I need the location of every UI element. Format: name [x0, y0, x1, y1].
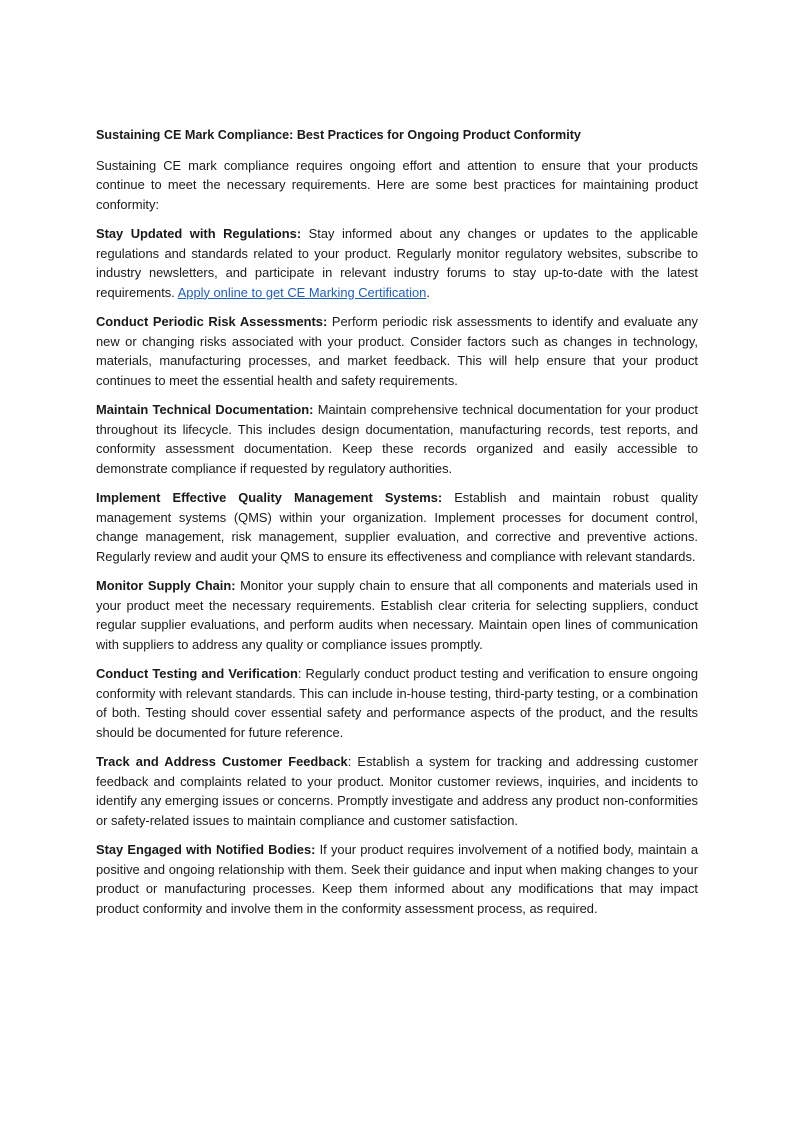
section-quality-management: [96, 488, 698, 566]
section-body: Establish and maintain robust quality management systems (QMS) within your organization. Implement processes for document control, change management, risk management, supplier evaluation, and corrective and preventive actions. Regularly review and audit your QMS to ensure its effectiveness and compliance with relevant standards.: [96, 490, 698, 564]
section-heading: Stay Engaged with Notified Bodies:: [96, 842, 316, 857]
section-supply-chain: [96, 576, 698, 654]
section-notified-bodies: [96, 840, 698, 918]
section-heading: Conduct Periodic Risk Assessments:: [96, 314, 328, 329]
document-page: [96, 126, 698, 928]
section-body-end: .: [426, 284, 430, 300]
intro-paragraph: Sustaining CE mark compliance requires ongoing effort and attention to ensure that your products continue to meet the necessary requirements. Here are some best practices for maintaining product conformity:: [96, 157, 698, 212]
section-heading: Implement Effective Quality Management Systems:: [96, 490, 443, 505]
section-body: : Regularly conduct product testing and verification to ensure ongoing conformity with relevant standards. This can include in-house testing, third-party testing, or a combination of both. Testing should cover essential safety and performance aspects of the product, and the results should be documented for future reference.: [96, 666, 699, 740]
ce-certification-link[interactable]: Apply online to get CE Marking Certification: [177, 284, 427, 300]
page-title: Sustaining CE Mark Compliance: Best Practices for Ongoing Product Conformity: [96, 128, 581, 142]
section-body: Stay informed about any changes or updates to the applicable regulations and standards related to your product. Regularly monitor regulatory websites, subscribe to industry newsletters, and participate in relevant industry forums to stay up-to-date with the latest requirements.: [96, 226, 698, 300]
section-body: Maintain comprehensive technical documentation for your product throughout its lifecycle. This includes design documentation, manufacturing records, test reports, and conformity assessment documentation. Keep these records organized and easily accessible to demonstrate compliance if requested by regulatory authorities.: [96, 402, 699, 476]
section-body: Monitor your supply chain to ensure that all components and materials used in your product meet the necessary requirements. Establish clear criteria for selecting suppliers, conduct regular supplier evaluations, and perform audits when necessary. Maintain open lines of communication with suppliers to address any quality or compliance issues promptly.: [96, 578, 698, 652]
section-heading: Monitor Supply Chain:: [96, 578, 236, 593]
section-body: Perform periodic risk assessments to identify and evaluate any new or changing risks associated with your product. Consider factors such as changes in technology, materials, manufacturing processes, and market feedback. This will help ensure that your product continues to meet the essential health and safety requirements.: [96, 314, 699, 388]
section-heading: Conduct Testing and Verification: [96, 666, 298, 681]
section-testing-verification: [96, 664, 698, 742]
section-body: : Establish a system for tracking and addressing customer feedback and complaints related to your product. Monitor customer reviews, inquiries, and incidents to identify any emerging issues or concerns. Promptly investigate and address any product non-conformities or safety-related issues to maintain compliance and customer satisfaction.: [96, 754, 698, 828]
section-stay-updated: [96, 224, 698, 302]
section-body: If your product requires involvement of a notified body, maintain a positive and ongoing relationship with them. Seek their guidance and input when making changes to your product or manufacturing processes. Keep them informed about any modifications that may impact product conformity and involve them in the conformity assessment process, as required.: [96, 842, 698, 916]
section-heading: Stay Updated with Regulations:: [96, 226, 302, 241]
section-heading: Track and Address Customer Feedback: [96, 754, 348, 769]
section-customer-feedback: [96, 752, 698, 830]
section-technical-documentation: [96, 400, 698, 478]
section-heading: Maintain Technical Documentation:: [96, 402, 314, 417]
section-risk-assessments: [96, 312, 698, 390]
